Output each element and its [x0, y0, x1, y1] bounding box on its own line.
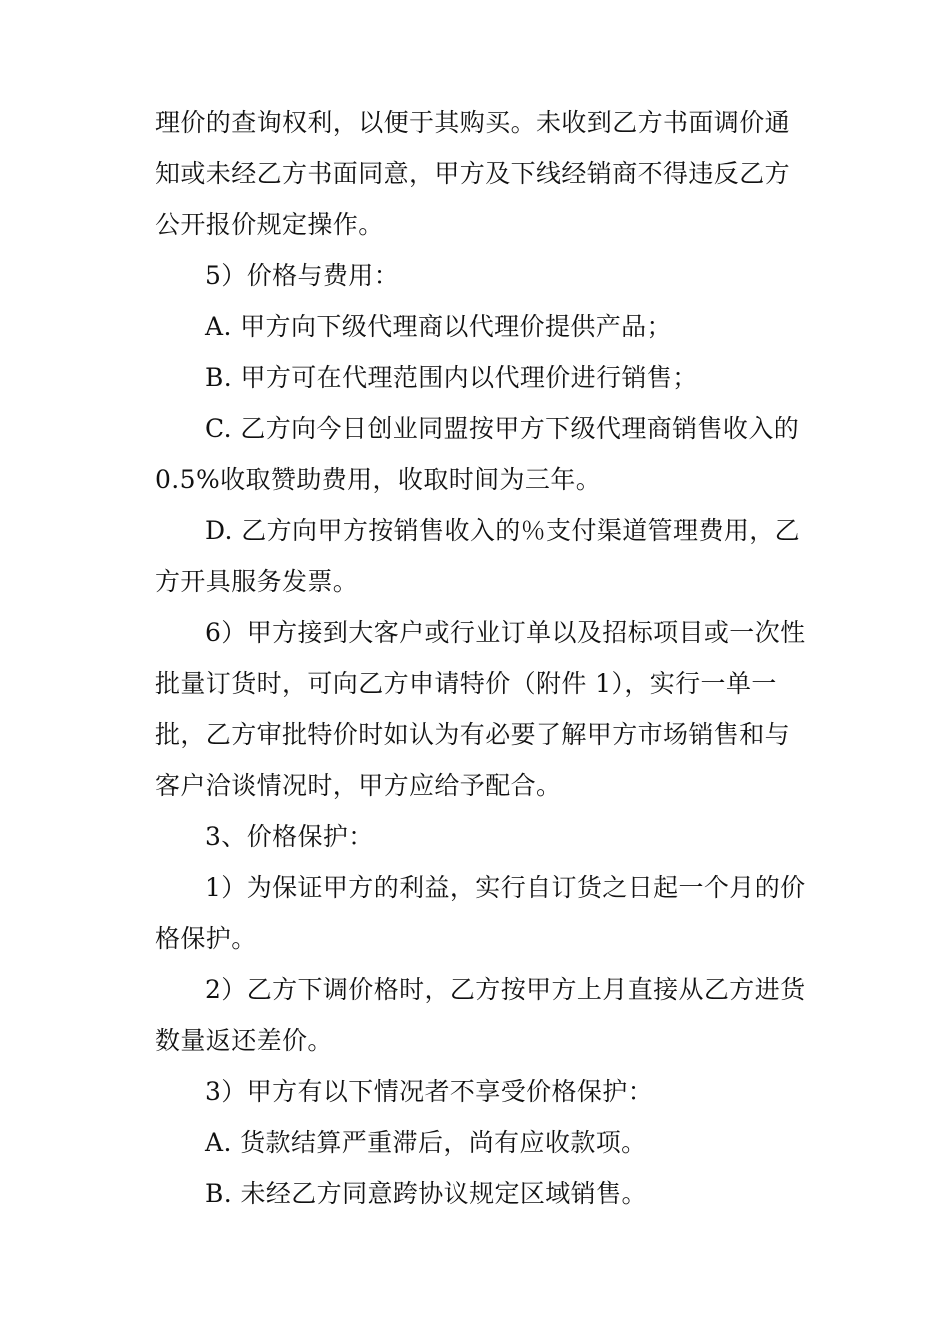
text-line: 6）甲方接到大客户或行业订单以及招标项目或一次性	[205, 618, 806, 647]
text-line: 批，乙方审批特价时如认为有必要了解甲方市场销售和与	[155, 720, 791, 749]
text-line: A. 货款结算严重滞后，尚有应收款项。	[205, 1128, 647, 1157]
text-line: 2）乙方下调价格时，乙方按甲方上月直接从乙方进货	[205, 975, 806, 1004]
text-line: 理价的查询权利，以便于其购买。未收到乙方书面调价通	[155, 108, 791, 137]
section-heading: 3、价格保护：	[205, 822, 374, 851]
text-line: 3）甲方有以下情况者不享受价格保护：	[205, 1077, 654, 1106]
text-line: C. 乙方向今日创业同盟按甲方下级代理商销售收入的	[205, 414, 800, 443]
text-line: 批量订货时，可向乙方申请特价（附件 1），实行一单一	[155, 669, 777, 698]
text-line: 1）为保证甲方的利益，实行自订货之日起一个月的价	[205, 873, 806, 902]
text-line: 知或未经乙方书面同意，甲方及下线经销商不得违反乙方	[155, 159, 791, 188]
text-line: D. 乙方向甲方按销售收入的％支付渠道管理费用，乙	[205, 516, 801, 545]
text-line: 0.5%收取赞助费用，收取时间为三年。	[155, 465, 602, 494]
section-heading: 5）价格与费用：	[205, 261, 400, 290]
text-line: 公开报价规定操作。	[155, 210, 384, 239]
text-line: 客户洽谈情况时，甲方应给予配合。	[155, 771, 562, 800]
document-body	[155, 97, 815, 1219]
text-line: B. 未经乙方同意跨协议规定区域销售。	[205, 1179, 647, 1208]
text-line: 方开具服务发票。	[155, 567, 359, 596]
text-line: 数量返还差价。	[155, 1026, 333, 1055]
text-line: 格保护。	[155, 924, 257, 953]
text-line: A. 甲方向下级代理商以代理价提供产品；	[205, 312, 672, 341]
text-line: B. 甲方可在代理范围内以代理价进行销售；	[205, 363, 698, 392]
